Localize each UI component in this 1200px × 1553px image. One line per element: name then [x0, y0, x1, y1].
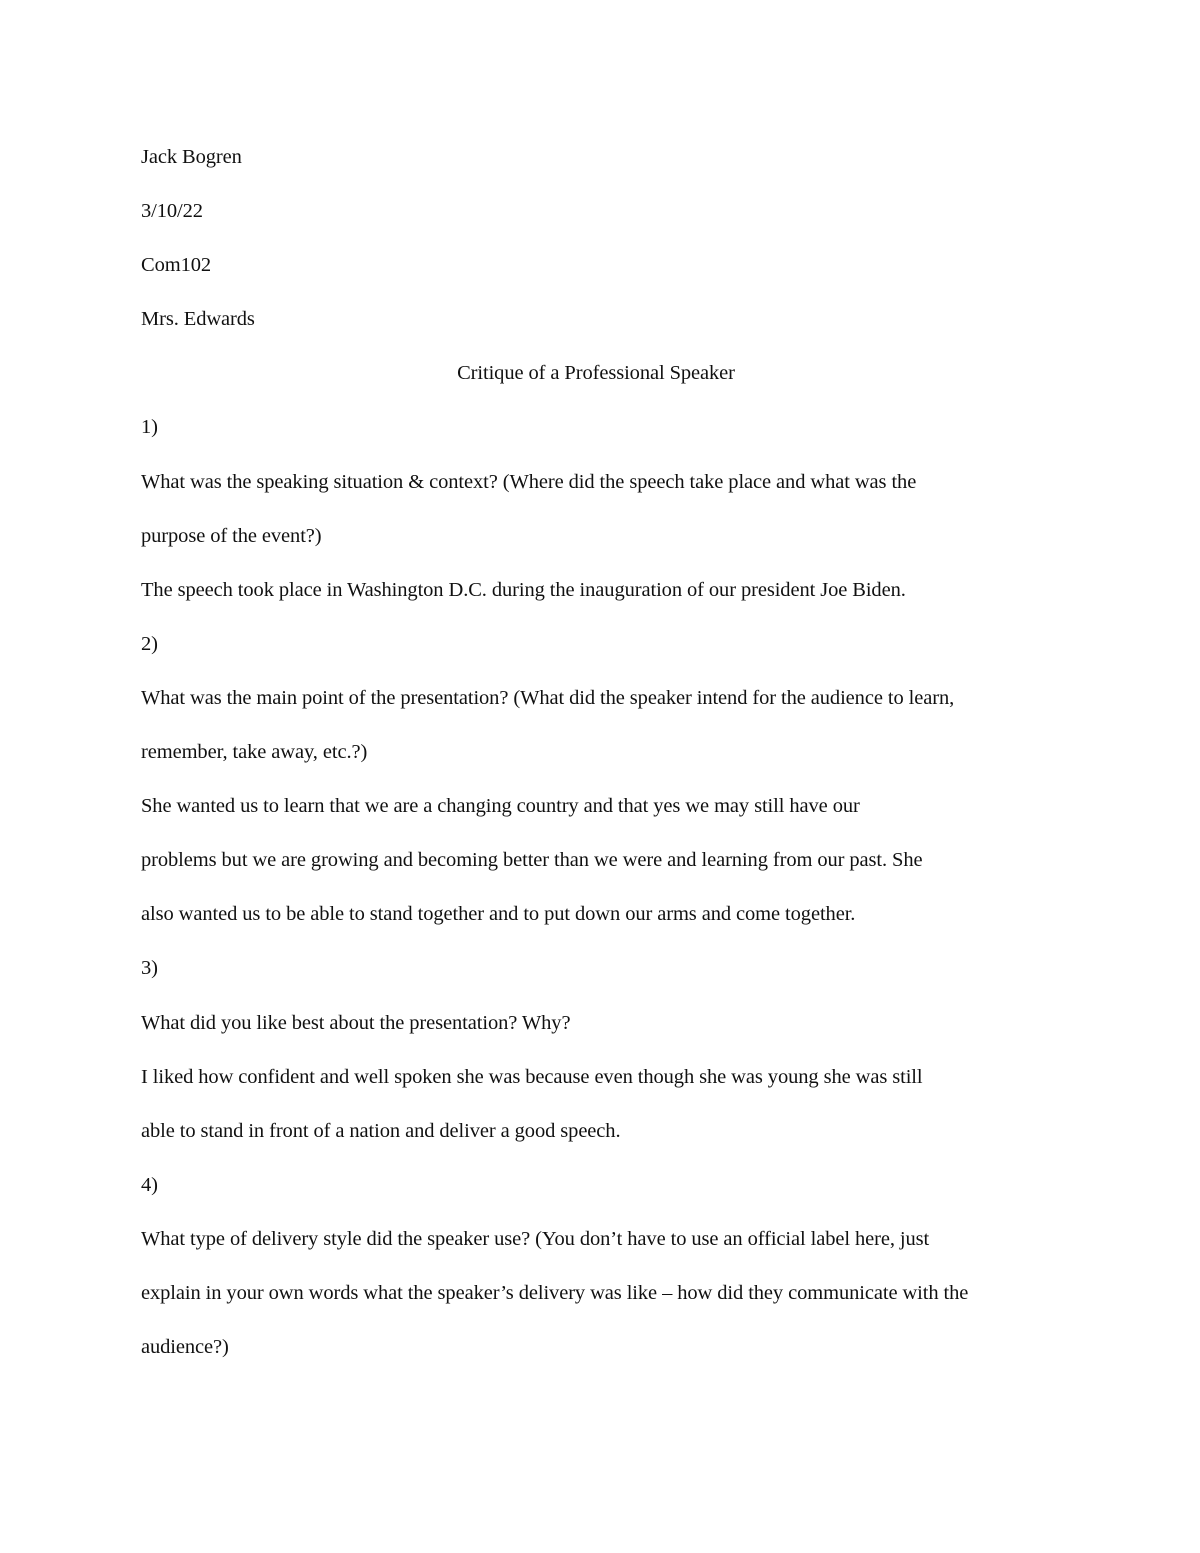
course-name: Com102: [141, 254, 212, 277]
document-body: [141, 130, 1106, 1374]
author-name: Jack Bogren: [141, 146, 242, 168]
document-title: Critique of a Professional Speaker: [457, 362, 735, 385]
section-number: 4): [141, 1173, 158, 1196]
instructor-name: Mrs. Edwards: [141, 308, 255, 331]
answer-line: She wanted us to learn that we are a changing country and that yes we may still have our: [141, 795, 860, 818]
question-line: purpose of the event?): [141, 524, 322, 547]
question-line: remember, take away, etc.?): [141, 741, 368, 764]
answer-line: also wanted us to be able to stand together and to put down our arms and come together.: [141, 903, 856, 926]
question-line: What was the speaking situation & context? (Where did the speech take place and what was the: [141, 470, 917, 493]
answer-line: The speech took place in Washington D.C. during the inauguration of our president Joe Biden.: [141, 578, 906, 601]
answer-line: I liked how confident and well spoken she was because even though she was young she was still: [141, 1065, 923, 1088]
question-line: What was the main point of the presentation? (What did the speaker intend for the audience to learn,: [141, 686, 955, 709]
question-line: audience?): [141, 1336, 229, 1359]
question-line: What type of delivery style did the speaker use? (You don’t have to use an official label here, just: [141, 1227, 930, 1250]
answer-line: problems but we are growing and becoming better than we were and learning from our past. She: [141, 849, 923, 872]
question-line: What did you like best about the presentation? Why?: [141, 1011, 571, 1034]
section-number: 1): [141, 416, 158, 439]
section-number: 3): [141, 957, 158, 980]
answer-line: able to stand in front of a nation and deliver a good speech.: [141, 1119, 621, 1142]
section-number: 2): [141, 632, 158, 655]
document-date: 3/10/22: [141, 200, 203, 223]
question-line: explain in your own words what the speaker’s delivery was like – how did they communicate with the: [141, 1281, 969, 1304]
